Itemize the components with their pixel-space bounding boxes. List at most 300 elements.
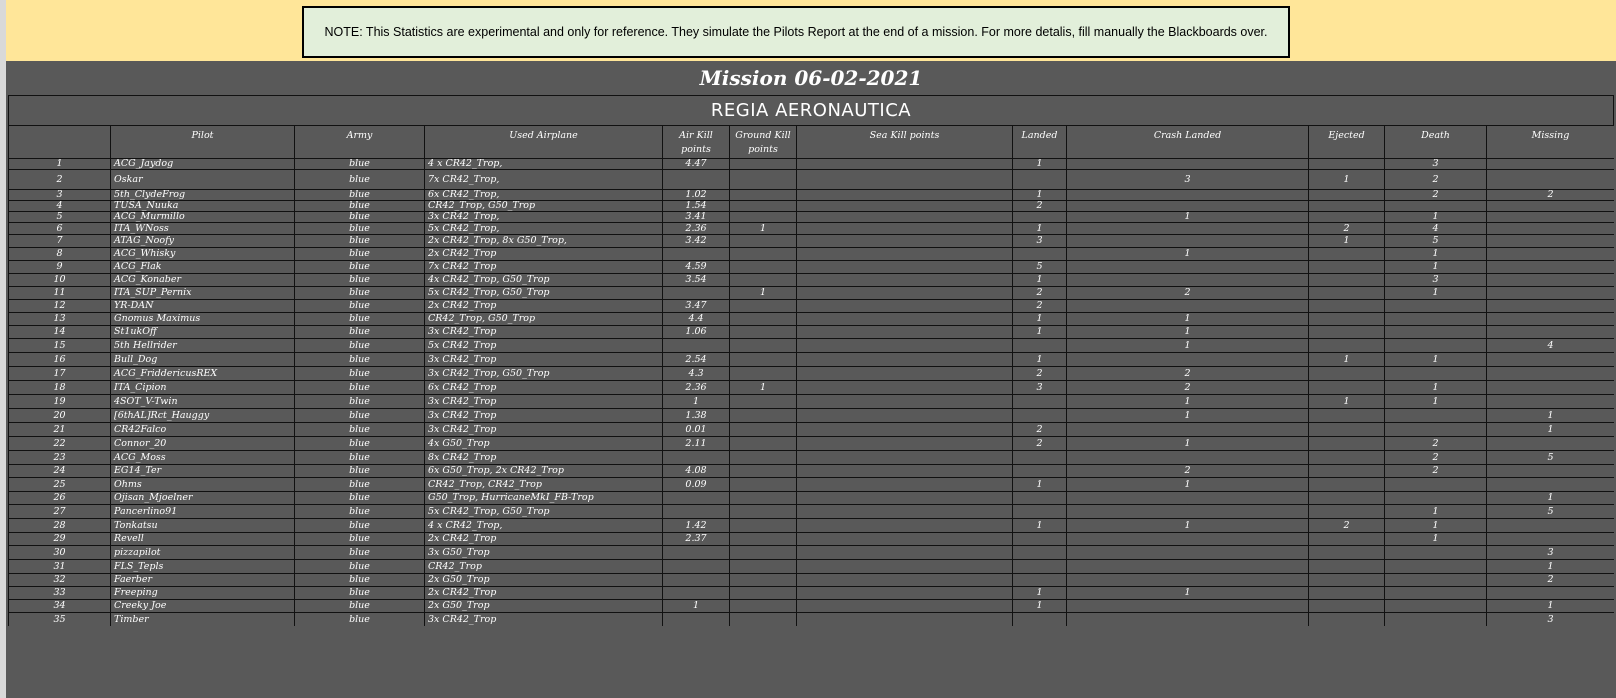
col-index-cell[interactable]: 21 — [8, 423, 110, 436]
col-crash-landed-cell[interactable]: 1 — [1066, 395, 1308, 408]
col-pilot-cell[interactable]: pizzapilot — [110, 546, 294, 559]
col-landed-cell[interactable] — [1012, 492, 1066, 504]
col-ejected-cell[interactable] — [1308, 478, 1384, 491]
col-sea-kill-points-cell[interactable] — [796, 519, 1012, 532]
col-landed-cell[interactable]: 1 — [1012, 587, 1066, 599]
faction-title[interactable]: REGIA AERONAUTICA — [8, 95, 1614, 125]
col-pilot-cell[interactable]: Connor_20 — [110, 437, 294, 450]
col-index-cell[interactable]: 12 — [8, 300, 110, 312]
col-used-airplane-cell[interactable]: 3x CR42_Trop — [424, 423, 662, 436]
col-used-airplane-cell[interactable]: 7x CR42_Trop — [424, 261, 662, 273]
col-missing-cell[interactable] — [1486, 261, 1614, 273]
col-army-cell[interactable]: blue — [294, 223, 424, 234]
col-ejected-cell[interactable]: 1 — [1308, 353, 1384, 366]
col-pilot-cell[interactable]: ACG_Konaber — [110, 274, 294, 286]
col-death-cell[interactable]: 1 — [1384, 353, 1486, 366]
col-death-cell[interactable]: 1 — [1384, 212, 1486, 222]
col-index-cell[interactable]: 35 — [8, 613, 110, 626]
col-army-cell[interactable]: blue — [294, 560, 424, 573]
col-crash-landed-cell[interactable] — [1066, 190, 1308, 200]
col-pilot-cell[interactable]: 4SOT_V-Twin — [110, 395, 294, 408]
col-sea-kill-points-cell[interactable] — [796, 423, 1012, 436]
col-index-cell[interactable]: 13 — [8, 313, 110, 325]
col-missing-cell[interactable] — [1486, 212, 1614, 222]
col-missing-cell[interactable]: 4 — [1486, 339, 1614, 352]
col-missing-cell[interactable] — [1486, 465, 1614, 477]
col-death-cell[interactable] — [1384, 423, 1486, 436]
col-missing-cell[interactable] — [1486, 326, 1614, 338]
col-landed-cell[interactable]: 2 — [1012, 287, 1066, 299]
col-missing-cell[interactable] — [1486, 170, 1614, 189]
col-used-airplane-cell[interactable]: 5x CR42_Trop, G50_Trop — [424, 287, 662, 299]
col-air-kill-points-cell[interactable] — [662, 248, 729, 260]
col-pilot-header[interactable]: Pilot — [110, 125, 294, 158]
col-pilot-cell[interactable]: ACG_Murmillo — [110, 212, 294, 222]
col-ejected-cell[interactable] — [1308, 159, 1384, 169]
col-pilot-cell[interactable]: Freeping — [110, 587, 294, 599]
col-landed-cell[interactable] — [1012, 505, 1066, 518]
col-ejected-cell[interactable] — [1308, 492, 1384, 504]
col-missing-cell[interactable] — [1486, 353, 1614, 366]
col-missing-cell[interactable]: 1 — [1486, 560, 1614, 573]
col-army-cell[interactable]: blue — [294, 505, 424, 518]
col-crash-landed-cell[interactable]: 2 — [1066, 367, 1308, 380]
col-sea-kill-points-cell[interactable] — [796, 353, 1012, 366]
col-landed-cell[interactable] — [1012, 212, 1066, 222]
col-air-kill-points-header[interactable]: Air Kill points — [662, 125, 729, 158]
col-army-cell[interactable]: blue — [294, 261, 424, 273]
col-ground-kill-points-cell[interactable] — [729, 478, 796, 491]
col-landed-cell[interactable]: 3 — [1012, 381, 1066, 394]
col-ejected-cell[interactable] — [1308, 409, 1384, 422]
col-death-cell[interactable] — [1384, 409, 1486, 422]
col-used-airplane-cell[interactable]: 5x CR42_Trop, G50_Trop — [424, 505, 662, 518]
col-ground-kill-points-cell[interactable] — [729, 423, 796, 436]
col-army-cell[interactable]: blue — [294, 248, 424, 260]
col-crash-landed-cell[interactable]: 1 — [1066, 478, 1308, 491]
col-sea-kill-points-cell[interactable] — [796, 409, 1012, 422]
col-pilot-cell[interactable]: ACG_Whisky — [110, 248, 294, 260]
col-crash-landed-cell[interactable]: 1 — [1066, 313, 1308, 325]
col-index-cell[interactable]: 7 — [8, 235, 110, 247]
col-missing-cell[interactable] — [1486, 274, 1614, 286]
col-ejected-cell[interactable] — [1308, 381, 1384, 394]
col-index-cell[interactable]: 32 — [8, 574, 110, 586]
col-air-kill-points-cell[interactable]: 2.36 — [662, 381, 729, 394]
col-ejected-cell[interactable] — [1308, 300, 1384, 312]
col-landed-cell[interactable] — [1012, 533, 1066, 545]
col-army-cell[interactable]: blue — [294, 300, 424, 312]
col-pilot-cell[interactable]: St1ukOff — [110, 326, 294, 338]
col-pilot-cell[interactable]: Revell — [110, 533, 294, 545]
col-ground-kill-points-cell[interactable] — [729, 339, 796, 352]
col-missing-cell[interactable]: 3 — [1486, 613, 1614, 626]
col-ejected-cell[interactable] — [1308, 313, 1384, 325]
col-used-airplane-cell[interactable]: 3x CR42_Trop — [424, 613, 662, 626]
col-landed-cell[interactable]: 3 — [1012, 235, 1066, 247]
col-landed-header[interactable]: Landed — [1012, 125, 1066, 158]
col-death-cell[interactable] — [1384, 613, 1486, 626]
col-used-airplane-cell[interactable]: CR42_Trop, CR42_Trop — [424, 478, 662, 491]
col-landed-cell[interactable]: 2 — [1012, 423, 1066, 436]
col-death-cell[interactable] — [1384, 492, 1486, 504]
col-index-cell[interactable]: 23 — [8, 451, 110, 464]
col-death-cell[interactable]: 1 — [1384, 519, 1486, 532]
col-index-cell[interactable]: 19 — [8, 395, 110, 408]
col-used-airplane-cell[interactable]: 3x CR42_Trop — [424, 395, 662, 408]
col-air-kill-points-cell[interactable]: 1.54 — [662, 201, 729, 211]
col-crash-landed-cell[interactable] — [1066, 423, 1308, 436]
col-ejected-cell[interactable] — [1308, 451, 1384, 464]
col-sea-kill-points-cell[interactable] — [796, 437, 1012, 450]
col-index-cell[interactable]: 17 — [8, 367, 110, 380]
col-death-cell[interactable]: 2 — [1384, 451, 1486, 464]
col-pilot-cell[interactable]: Ohms — [110, 478, 294, 491]
col-ejected-cell[interactable]: 1 — [1308, 170, 1384, 189]
col-air-kill-points-cell[interactable]: 4.59 — [662, 261, 729, 273]
col-ground-kill-points-cell[interactable] — [729, 587, 796, 599]
col-army-cell[interactable]: blue — [294, 600, 424, 612]
col-landed-cell[interactable]: 5 — [1012, 261, 1066, 273]
col-ground-kill-points-cell[interactable] — [729, 326, 796, 338]
col-army-cell[interactable]: blue — [294, 478, 424, 491]
col-landed-cell[interactable]: 1 — [1012, 223, 1066, 234]
col-ground-kill-points-cell[interactable] — [729, 274, 796, 286]
col-crash-landed-cell[interactable]: 1 — [1066, 248, 1308, 260]
col-sea-kill-points-cell[interactable] — [796, 395, 1012, 408]
col-crash-landed-cell[interactable]: 1 — [1066, 326, 1308, 338]
col-ground-kill-points-cell[interactable]: 1 — [729, 381, 796, 394]
col-sea-kill-points-cell[interactable] — [796, 223, 1012, 234]
col-army-cell[interactable]: blue — [294, 287, 424, 299]
col-crash-landed-cell[interactable] — [1066, 201, 1308, 211]
col-death-cell[interactable] — [1384, 367, 1486, 380]
note-box[interactable]: NOTE: This Statistics are experimental and only for reference. They simulate the Pilots Report at the end of a mission. For more detalis, fill manually the Blackboards over. — [302, 6, 1290, 58]
col-pilot-cell[interactable]: ITA_WNoss — [110, 223, 294, 234]
col-missing-cell[interactable] — [1486, 395, 1614, 408]
col-crash-landed-cell[interactable] — [1066, 574, 1308, 586]
col-sea-kill-points-cell[interactable] — [796, 300, 1012, 312]
col-missing-cell[interactable]: 2 — [1486, 574, 1614, 586]
col-missing-cell[interactable]: 1 — [1486, 409, 1614, 422]
col-sea-kill-points-cell[interactable] — [796, 313, 1012, 325]
col-landed-cell[interactable]: 1 — [1012, 353, 1066, 366]
col-crash-landed-cell[interactable] — [1066, 505, 1308, 518]
col-crash-landed-cell[interactable] — [1066, 546, 1308, 559]
col-landed-cell[interactable] — [1012, 560, 1066, 573]
col-pilot-cell[interactable]: Creeky Joe — [110, 600, 294, 612]
col-used-airplane-cell[interactable]: 2x CR42_Trop — [424, 248, 662, 260]
col-missing-cell[interactable] — [1486, 478, 1614, 491]
col-crash-landed-cell[interactable] — [1066, 353, 1308, 366]
col-landed-cell[interactable] — [1012, 546, 1066, 559]
col-ground-kill-points-cell[interactable] — [729, 465, 796, 477]
col-used-airplane-cell[interactable]: 4 x CR42_Trop, — [424, 159, 662, 169]
col-crash-landed-cell[interactable]: 2 — [1066, 465, 1308, 477]
col-ground-kill-points-cell[interactable] — [729, 300, 796, 312]
col-sea-kill-points-cell[interactable] — [796, 381, 1012, 394]
col-index-cell[interactable]: 10 — [8, 274, 110, 286]
col-ground-kill-points-cell[interactable] — [729, 560, 796, 573]
col-landed-cell[interactable]: 1 — [1012, 313, 1066, 325]
col-army-cell[interactable]: blue — [294, 339, 424, 352]
col-index-cell[interactable]: 30 — [8, 546, 110, 559]
col-ground-kill-points-cell[interactable] — [729, 519, 796, 532]
col-army-cell[interactable]: blue — [294, 190, 424, 200]
col-missing-cell[interactable] — [1486, 587, 1614, 599]
col-army-cell[interactable]: blue — [294, 313, 424, 325]
col-pilot-cell[interactable]: ITA_Cipion — [110, 381, 294, 394]
col-crash-landed-header[interactable]: Crash Landed — [1066, 125, 1308, 158]
col-missing-cell[interactable] — [1486, 381, 1614, 394]
col-army-cell[interactable]: blue — [294, 353, 424, 366]
col-crash-landed-cell[interactable]: 1 — [1066, 587, 1308, 599]
col-ejected-cell[interactable] — [1308, 261, 1384, 273]
col-ejected-cell[interactable]: 2 — [1308, 519, 1384, 532]
col-sea-kill-points-cell[interactable] — [796, 451, 1012, 464]
col-crash-landed-cell[interactable]: 1 — [1066, 519, 1308, 532]
col-index-cell[interactable]: 3 — [8, 190, 110, 200]
col-air-kill-points-cell[interactable] — [662, 505, 729, 518]
col-landed-cell[interactable]: 2 — [1012, 300, 1066, 312]
col-ejected-cell[interactable] — [1308, 190, 1384, 200]
col-ground-kill-points-cell[interactable]: 1 — [729, 223, 796, 234]
col-army-cell[interactable]: blue — [294, 201, 424, 211]
col-army-header[interactable]: Army — [294, 125, 424, 158]
col-used-airplane-cell[interactable]: 4x CR42_Trop, G50_Trop — [424, 274, 662, 286]
col-crash-landed-cell[interactable]: 2 — [1066, 381, 1308, 394]
col-used-airplane-header[interactable]: Used Airplane — [424, 125, 662, 158]
col-army-cell[interactable]: blue — [294, 395, 424, 408]
col-ground-kill-points-cell[interactable] — [729, 409, 796, 422]
col-death-cell[interactable] — [1384, 300, 1486, 312]
col-crash-landed-cell[interactable]: 1 — [1066, 212, 1308, 222]
col-pilot-cell[interactable]: ITA_SUP_Pernix — [110, 287, 294, 299]
col-landed-cell[interactable] — [1012, 170, 1066, 189]
col-ground-kill-points-cell[interactable] — [729, 437, 796, 450]
col-air-kill-points-cell[interactable] — [662, 287, 729, 299]
col-air-kill-points-cell[interactable]: 4.3 — [662, 367, 729, 380]
col-sea-kill-points-cell[interactable] — [796, 235, 1012, 247]
col-ejected-cell[interactable] — [1308, 465, 1384, 477]
col-landed-cell[interactable] — [1012, 451, 1066, 464]
col-sea-kill-points-cell[interactable] — [796, 613, 1012, 626]
col-used-airplane-cell[interactable]: 2x CR42_Trop — [424, 587, 662, 599]
col-landed-cell[interactable] — [1012, 613, 1066, 626]
col-ejected-cell[interactable] — [1308, 574, 1384, 586]
col-missing-cell[interactable] — [1486, 533, 1614, 545]
col-used-airplane-cell[interactable]: 2x G50_Trop — [424, 600, 662, 612]
col-ground-kill-points-cell[interactable] — [729, 492, 796, 504]
col-air-kill-points-cell[interactable]: 1.02 — [662, 190, 729, 200]
col-air-kill-points-cell[interactable] — [662, 339, 729, 352]
col-index-cell[interactable]: 22 — [8, 437, 110, 450]
col-crash-landed-cell[interactable] — [1066, 223, 1308, 234]
col-army-cell[interactable]: blue — [294, 326, 424, 338]
col-crash-landed-cell[interactable]: 1 — [1066, 339, 1308, 352]
col-air-kill-points-cell[interactable]: 3.42 — [662, 235, 729, 247]
col-ground-kill-points-cell[interactable] — [729, 574, 796, 586]
col-ejected-cell[interactable] — [1308, 613, 1384, 626]
col-missing-cell[interactable]: 1 — [1486, 600, 1614, 612]
col-used-airplane-cell[interactable]: 2x CR42_Trop — [424, 533, 662, 545]
col-landed-cell[interactable]: 1 — [1012, 190, 1066, 200]
col-pilot-cell[interactable]: CR42Falco — [110, 423, 294, 436]
col-index-cell[interactable]: 31 — [8, 560, 110, 573]
col-ejected-cell[interactable]: 1 — [1308, 235, 1384, 247]
col-index-cell[interactable]: 5 — [8, 212, 110, 222]
col-sea-kill-points-cell[interactable] — [796, 478, 1012, 491]
col-crash-landed-cell[interactable]: 1 — [1066, 437, 1308, 450]
col-crash-landed-cell[interactable] — [1066, 492, 1308, 504]
col-ejected-cell[interactable] — [1308, 287, 1384, 299]
col-air-kill-points-cell[interactable]: 3.47 — [662, 300, 729, 312]
col-death-cell[interactable]: 2 — [1384, 437, 1486, 450]
col-crash-landed-cell[interactable]: 3 — [1066, 170, 1308, 189]
col-air-kill-points-cell[interactable] — [662, 560, 729, 573]
col-death-cell[interactable]: 1 — [1384, 395, 1486, 408]
col-pilot-cell[interactable]: [6thAL]Rct_Hauggy — [110, 409, 294, 422]
col-army-cell[interactable]: blue — [294, 423, 424, 436]
col-crash-landed-cell[interactable] — [1066, 560, 1308, 573]
col-crash-landed-cell[interactable] — [1066, 613, 1308, 626]
col-army-cell[interactable]: blue — [294, 465, 424, 477]
col-ejected-header[interactable]: Ejected — [1308, 125, 1384, 158]
col-army-cell[interactable]: blue — [294, 437, 424, 450]
col-air-kill-points-cell[interactable]: 2.37 — [662, 533, 729, 545]
col-pilot-cell[interactable]: FLS_Tepls — [110, 560, 294, 573]
col-used-airplane-cell[interactable]: CR42_Trop, G50_Trop — [424, 313, 662, 325]
col-ground-kill-points-cell[interactable] — [729, 159, 796, 169]
col-death-cell[interactable]: 2 — [1384, 190, 1486, 200]
col-missing-cell[interactable] — [1486, 437, 1614, 450]
col-missing-cell[interactable] — [1486, 367, 1614, 380]
col-missing-header[interactable]: Missing — [1486, 125, 1614, 158]
col-pilot-cell[interactable]: ACG_FriddericusREX — [110, 367, 294, 380]
col-ground-kill-points-cell[interactable] — [729, 613, 796, 626]
col-sea-kill-points-cell[interactable] — [796, 560, 1012, 573]
col-used-airplane-cell[interactable]: 6x G50_Trop, 2x CR42_Trop — [424, 465, 662, 477]
col-army-cell[interactable]: blue — [294, 546, 424, 559]
col-sea-kill-points-cell[interactable] — [796, 505, 1012, 518]
col-ejected-cell[interactable] — [1308, 560, 1384, 573]
col-ejected-cell[interactable] — [1308, 600, 1384, 612]
col-sea-kill-points-cell[interactable] — [796, 465, 1012, 477]
col-ejected-cell[interactable] — [1308, 423, 1384, 436]
col-index-cell[interactable]: 2 — [8, 170, 110, 189]
col-ground-kill-points-cell[interactable] — [729, 546, 796, 559]
col-index-header[interactable] — [8, 125, 110, 158]
col-used-airplane-cell[interactable]: 3x CR42_Trop — [424, 353, 662, 366]
col-ejected-cell[interactable] — [1308, 587, 1384, 599]
col-pilot-cell[interactable]: Timber — [110, 613, 294, 626]
col-death-cell[interactable] — [1384, 560, 1486, 573]
col-landed-cell[interactable]: 2 — [1012, 367, 1066, 380]
col-ejected-cell[interactable] — [1308, 326, 1384, 338]
col-death-cell[interactable]: 1 — [1384, 287, 1486, 299]
col-pilot-cell[interactable]: ACG_Jaydog — [110, 159, 294, 169]
col-death-cell[interactable]: 1 — [1384, 505, 1486, 518]
col-ground-kill-points-header[interactable]: Ground Kill points — [729, 125, 796, 158]
col-ejected-cell[interactable] — [1308, 201, 1384, 211]
col-landed-cell[interactable] — [1012, 248, 1066, 260]
col-landed-cell[interactable]: 1 — [1012, 600, 1066, 612]
mission-title[interactable]: Mission 06-02-2021 — [699, 66, 923, 90]
col-sea-kill-points-cell[interactable] — [796, 170, 1012, 189]
col-ejected-cell[interactable] — [1308, 505, 1384, 518]
col-used-airplane-cell[interactable]: 6x CR42_Trop, — [424, 190, 662, 200]
col-landed-cell[interactable]: 1 — [1012, 326, 1066, 338]
col-landed-cell[interactable] — [1012, 574, 1066, 586]
col-army-cell[interactable]: blue — [294, 613, 424, 626]
col-death-cell[interactable] — [1384, 587, 1486, 599]
col-missing-cell[interactable]: 2 — [1486, 190, 1614, 200]
col-crash-landed-cell[interactable] — [1066, 300, 1308, 312]
col-death-cell[interactable] — [1384, 546, 1486, 559]
col-used-airplane-cell[interactable]: 4 x CR42_Trop, — [424, 519, 662, 532]
col-index-cell[interactable]: 1 — [8, 159, 110, 169]
col-index-cell[interactable]: 24 — [8, 465, 110, 477]
col-used-airplane-cell[interactable]: 3x CR42_Trop — [424, 326, 662, 338]
col-index-cell[interactable]: 26 — [8, 492, 110, 504]
col-death-cell[interactable]: 1 — [1384, 533, 1486, 545]
col-ground-kill-points-cell[interactable] — [729, 600, 796, 612]
col-air-kill-points-cell[interactable] — [662, 613, 729, 626]
col-pilot-cell[interactable]: 5th Hellrider — [110, 339, 294, 352]
col-air-kill-points-cell[interactable] — [662, 574, 729, 586]
col-index-cell[interactable]: 33 — [8, 587, 110, 599]
col-sea-kill-points-cell[interactable] — [796, 274, 1012, 286]
col-sea-kill-points-cell[interactable] — [796, 546, 1012, 559]
col-ground-kill-points-cell[interactable] — [729, 313, 796, 325]
col-army-cell[interactable]: blue — [294, 212, 424, 222]
col-pilot-cell[interactable]: Gnomus Maximus — [110, 313, 294, 325]
col-used-airplane-cell[interactable]: G50_Trop, HurricaneMkI_FB-Trop — [424, 492, 662, 504]
col-ejected-cell[interactable] — [1308, 339, 1384, 352]
col-army-cell[interactable]: blue — [294, 367, 424, 380]
col-army-cell[interactable]: blue — [294, 533, 424, 545]
col-missing-cell[interactable] — [1486, 300, 1614, 312]
col-sea-kill-points-cell[interactable] — [796, 339, 1012, 352]
col-missing-cell[interactable] — [1486, 313, 1614, 325]
col-landed-cell[interactable]: 1 — [1012, 274, 1066, 286]
col-crash-landed-cell[interactable]: 1 — [1066, 409, 1308, 422]
col-index-cell[interactable]: 27 — [8, 505, 110, 518]
col-ejected-cell[interactable] — [1308, 274, 1384, 286]
col-pilot-cell[interactable]: TUSA_Nuuka — [110, 201, 294, 211]
col-death-cell[interactable] — [1384, 339, 1486, 352]
col-landed-cell[interactable]: 2 — [1012, 201, 1066, 211]
col-missing-cell[interactable] — [1486, 201, 1614, 211]
col-death-cell[interactable]: 1 — [1384, 381, 1486, 394]
col-air-kill-points-cell[interactable]: 3.54 — [662, 274, 729, 286]
col-sea-kill-points-cell[interactable] — [796, 492, 1012, 504]
col-army-cell[interactable]: blue — [294, 409, 424, 422]
col-index-cell[interactable]: 9 — [8, 261, 110, 273]
col-army-cell[interactable]: blue — [294, 519, 424, 532]
col-pilot-cell[interactable]: Oskar — [110, 170, 294, 189]
col-ejected-cell[interactable] — [1308, 367, 1384, 380]
col-missing-cell[interactable]: 5 — [1486, 505, 1614, 518]
col-air-kill-points-cell[interactable] — [662, 451, 729, 464]
col-index-cell[interactable]: 4 — [8, 201, 110, 211]
col-death-cell[interactable] — [1384, 600, 1486, 612]
col-sea-kill-points-cell[interactable] — [796, 201, 1012, 211]
col-army-cell[interactable]: blue — [294, 274, 424, 286]
col-pilot-cell[interactable]: ACG_Flak — [110, 261, 294, 273]
col-army-cell[interactable]: blue — [294, 492, 424, 504]
col-sea-kill-points-cell[interactable] — [796, 533, 1012, 545]
